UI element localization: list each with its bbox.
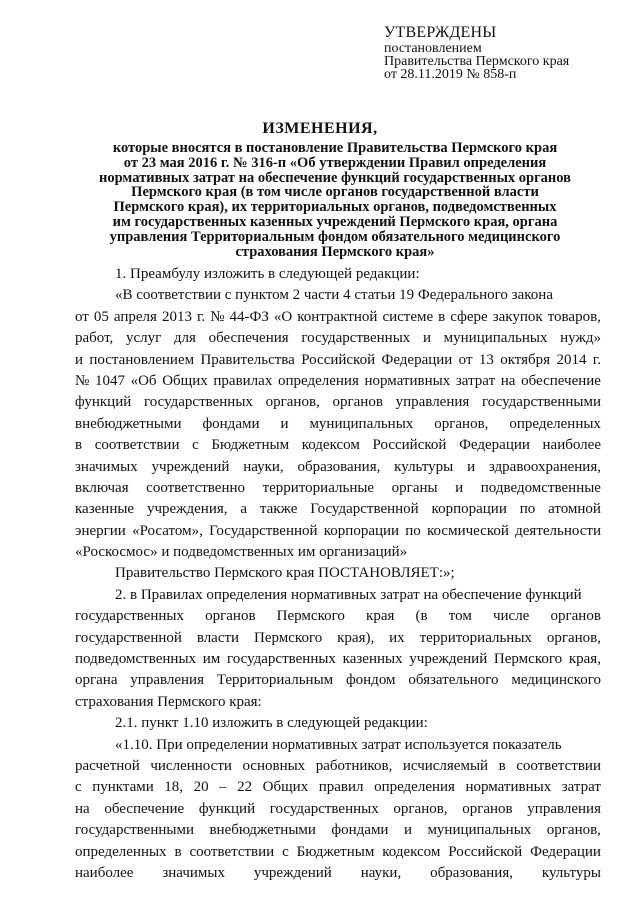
body-line: государственными внебюджетными фондами и муниципальных органов,: [75, 822, 601, 839]
body-line: в соответствии с Бюджетным кодексом Российской Федерации наиболее: [75, 437, 601, 454]
body-line: значимых учреждений науки, образования, культуры и здравоохранения,: [75, 458, 601, 475]
body-line: наиболее значимых учреждений науки, образования, культуры: [75, 864, 601, 881]
body-line: от 05 апреля 2013 г. № 44-ФЗ «О контрактной системе в сфере закупок товаров,: [75, 308, 601, 325]
subtitle-line: Пермского края (в том числе органов государственной власти: [131, 184, 539, 201]
body-line: № 1047 «Об Общих правилах определения нормативных затрат на обеспечение: [75, 372, 601, 389]
body-line: расчетной численности основных работников, исчисляемый в соответствии: [75, 757, 601, 774]
body-line: «В соответствии с пунктом 2 части 4 статьи 19 Федерального закона: [115, 287, 553, 304]
body-line: «Роскосмос» и подведомственных им организаций»: [75, 544, 408, 561]
body-line: казенные учреждения, а также Государственной корпорации по атомной: [75, 501, 601, 518]
body-line: внебюджетными фондами и муниципальных органов, определенных: [75, 415, 601, 432]
subtitle-line: нормативных затрат на обеспечение функций государственных органов: [98, 169, 572, 186]
body-line: энергии «Росатом», Государственной корпорации по космической деятельности: [75, 522, 601, 539]
body-line: подведомственных им государственных казенных учреждений Пермского края,: [75, 651, 601, 668]
approval-line: Правительства Пермского края: [384, 54, 570, 69]
body-line: государственной власти Пермского края), их территориальных органов,: [75, 629, 601, 646]
approval-date: от 28.11.2019 № 858-п: [384, 67, 517, 82]
body-line: включая соответственно территориальные органы и подведомственные: [75, 479, 601, 496]
body-line: 2. в Правилах определения нормативных затрат на обеспечение функций: [115, 586, 582, 603]
body-line: Правительство Пермского края ПОСТАНОВЛЯЕТ:»;: [115, 565, 455, 582]
body-line: страхования Пермского края:: [75, 693, 262, 710]
approval-stamp: [384, 24, 624, 81]
body-line: функций государственных органов, органов управления государственными: [75, 394, 601, 411]
body-line: органа управления Территориальным фондом обязательного медицинского: [75, 672, 601, 689]
body-line: 2.1. пункт 1.10 изложить в следующей редакции:: [115, 715, 428, 732]
body-line: государственных органов Пермского края (в том числе органов: [75, 608, 601, 625]
subtitle-line: страхования Пермского края»: [235, 243, 435, 260]
body-line: с пунктами 18, 20 – 22 Общих правил определения нормативных затрат: [75, 779, 601, 796]
body-line: работ, услуг для обеспечения государственных и муниципальных нужд»: [75, 330, 601, 347]
body-line: на обеспечение функций государственных органов, органов управления: [75, 800, 601, 817]
approval-heading: УТВЕРЖДЕНЫ: [384, 24, 497, 41]
body-line: 1. Преамбулу изложить в следующей редакции:: [115, 266, 420, 282]
document-title: ИЗМЕНЕНИЯ,: [262, 120, 378, 137]
body-line: «1.10. При определении нормативных затрат используется показатель: [115, 736, 562, 753]
subtitle-line: от 23 мая 2016 г. № 316-п «Об утверждении Правил определения: [123, 154, 547, 171]
subtitle-line: им государственных казенных учреждений Пермского края, органа: [112, 213, 558, 230]
approval-line: постановлением: [384, 41, 482, 56]
subtitle-line: Пермского края), их территориальных органов, подведомственных: [113, 199, 557, 216]
body-line: и постановлением Правительства Российской Федерации от 13 октября 2014 г.: [75, 351, 601, 368]
body-line: определенных в соответствии с Бюджетным кодексом Российской Федерации: [75, 843, 601, 860]
document-body: [75, 264, 601, 884]
document-subtitle: [70, 141, 600, 259]
subtitle-line: управления Территориальным фондом обязательного медицинского: [109, 228, 561, 245]
subtitle-line: которые вносятся в постановление Правительства Пермского края: [112, 140, 558, 156]
